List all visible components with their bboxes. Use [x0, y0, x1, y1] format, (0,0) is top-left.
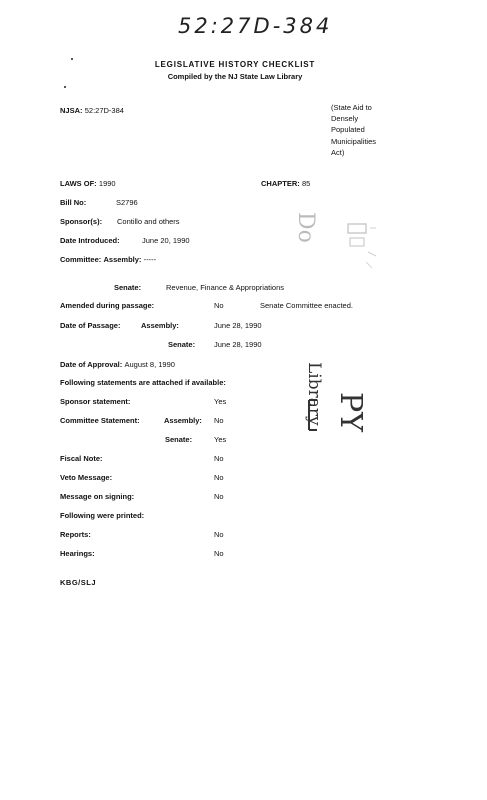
veto-message-label: Veto Message: — [60, 473, 113, 482]
sponsors-label: Sponsor(s): — [60, 217, 103, 226]
committee-assembly-value: ----- — [143, 255, 157, 264]
approval-value: August 8, 1990 — [124, 360, 175, 369]
committee-statement-senate-value: Yes — [214, 435, 227, 444]
following-attached-heading: Following statements are attached if available: — [60, 378, 226, 387]
act-note-line: Act) — [331, 147, 345, 157]
njsa-value: 52:27D-384 — [84, 106, 124, 115]
hearings-label: Hearings: — [60, 549, 95, 558]
stamp-bar-graphic — [305, 398, 325, 432]
stamp-smudge — [342, 222, 382, 272]
message-signing-value: No — [214, 492, 224, 501]
approval-line — [60, 360, 175, 369]
amended-note: Senate Committee enacted. — [260, 301, 353, 310]
date-introduced-label: Date Introduced: — [60, 236, 120, 245]
following-printed-heading: Following were printed: — [60, 511, 145, 520]
passage-senate-label: Senate: — [168, 340, 196, 349]
act-note-line: Densely — [331, 114, 359, 124]
chapter-line — [261, 179, 310, 188]
message-signing-label: Message on signing: — [60, 492, 135, 501]
laws-of-value: 1990 — [98, 179, 116, 188]
committee-label: Committee: — [60, 255, 102, 264]
committee-statement-label: Committee Statement: — [60, 416, 140, 425]
bill-no-label: Bill No: — [60, 198, 87, 207]
fiscal-note-label: Fiscal Note: — [60, 454, 103, 463]
document-subtitle: Compiled by the NJ State Law Library — [167, 72, 303, 81]
passage-label: Date of Passage: — [60, 321, 121, 330]
act-note-line: Municipalities — [331, 136, 377, 146]
date-introduced-value: June 20, 1990 — [142, 236, 190, 245]
passage-assembly-value: June 28, 1990 — [214, 321, 262, 330]
laws-of-line — [60, 179, 116, 188]
sponsor-statement-value: Yes — [214, 397, 227, 406]
stamp-bar — [305, 398, 325, 434]
sponsor-statement-label: Sponsor statement: — [60, 397, 131, 406]
act-note-line: Populated — [331, 125, 365, 135]
stamp-smudge-graphic — [342, 222, 382, 272]
chapter-label: CHAPTER: — [261, 179, 300, 188]
amended-value: No — [214, 301, 224, 310]
veto-message-value: No — [214, 473, 224, 482]
handwritten-reference: 52:27D-384 — [178, 14, 333, 38]
sponsors-value: Contillo and others — [117, 217, 180, 226]
chapter-value: 85 — [301, 179, 311, 188]
stamp-library-word: Library — [304, 362, 324, 426]
initials: KBG/SLJ — [60, 578, 97, 587]
act-note-line: (State Aid to — [331, 103, 372, 112]
njsa-line — [60, 106, 124, 115]
stamp-letters: PY — [333, 392, 368, 432]
committee-assembly-label: Assembly: — [103, 255, 142, 264]
passage-senate-value: June 28, 1990 — [214, 340, 262, 349]
reports-value: No — [214, 530, 224, 539]
bill-no-value: S2796 — [116, 198, 138, 207]
njsa-label: NJSA: — [60, 106, 83, 115]
hearings-value: No — [214, 549, 224, 558]
stray-mark — [64, 86, 66, 88]
act-note — [331, 102, 376, 158]
laws-of-label: LAWS OF: — [60, 179, 97, 188]
passage-assembly-label: Assembly: — [141, 321, 179, 330]
stray-mark — [71, 58, 73, 60]
amended-label: Amended during passage: — [60, 301, 155, 310]
committee-senate-label: Senate: — [114, 283, 142, 292]
committee-statement-assembly-value: No — [214, 416, 224, 425]
approval-label: Date of Approval: — [60, 360, 123, 369]
document-title: LEGISLATIVE HISTORY CHECKLIST — [154, 60, 316, 69]
reports-label: Reports: — [60, 530, 91, 539]
committee-line — [60, 255, 156, 264]
committee-statement-assembly-label: Assembly: — [164, 416, 202, 425]
committee-senate-value: Revenue, Finance & Appropriations — [166, 283, 284, 292]
committee-statement-senate-label: Senate: — [165, 435, 193, 444]
fiscal-note-value: No — [214, 454, 224, 463]
stamp-fragment: Do — [293, 212, 318, 243]
